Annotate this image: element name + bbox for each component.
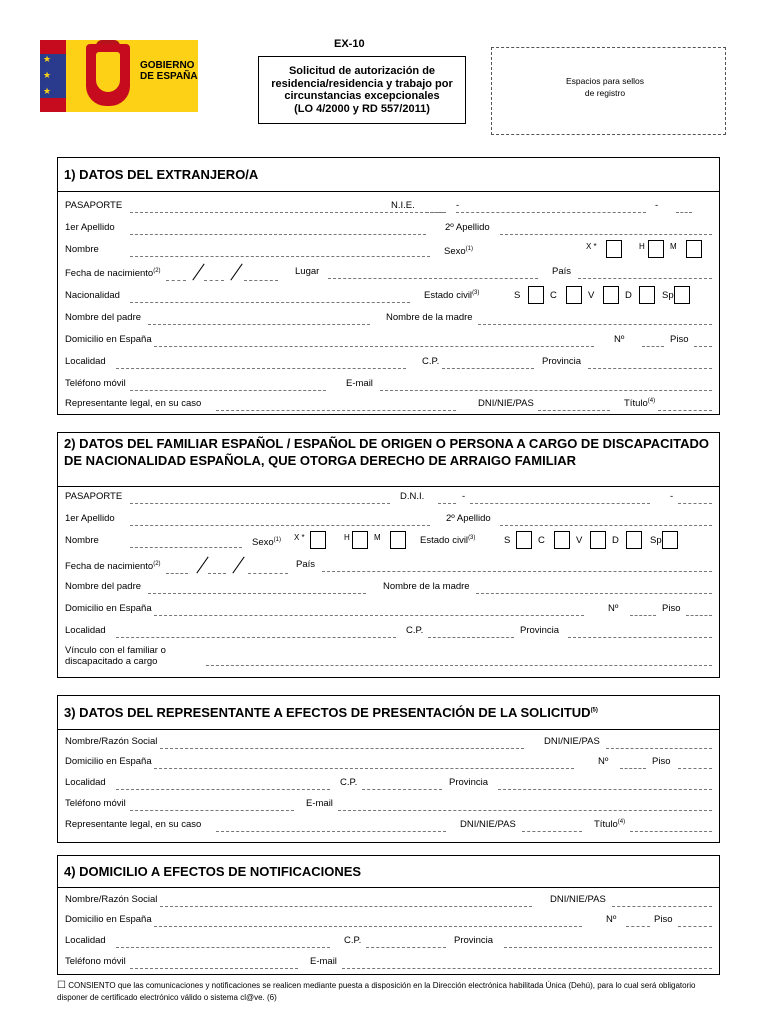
label-dnipas: DNI/NIE/PAS (544, 736, 600, 747)
label-numero: Nº (608, 603, 619, 614)
domicilio-field[interactable] (154, 926, 582, 927)
date-slash (230, 264, 242, 281)
representante-field[interactable] (216, 410, 456, 411)
estado-c-checkbox[interactable] (554, 531, 570, 549)
label-representante: Representante legal, en su caso (65, 819, 202, 830)
sexo-m-checkbox[interactable] (390, 531, 406, 549)
date-slash (192, 264, 204, 281)
cp-field[interactable] (362, 789, 442, 790)
numero-field[interactable] (620, 768, 646, 769)
label-dni: D.N.I. (400, 491, 425, 502)
form-title (258, 56, 466, 124)
section-title: 3) DATOS DEL REPRESENTANTE A EFECTOS DE PRESENTACIÓN DE LA SOLICITUD$^{(5)}$ (58, 696, 719, 730)
piso-field[interactable] (678, 926, 712, 927)
date-slash (196, 557, 208, 574)
localidad-field[interactable] (116, 637, 396, 638)
section-title: 1) DATOS DEL EXTRANJERO/A (58, 158, 719, 192)
titulo-field[interactable] (630, 831, 712, 832)
label-provincia: Provincia (542, 356, 582, 367)
cp-field[interactable] (442, 368, 534, 369)
label-dnipas: DNI/NIE/PAS (478, 398, 534, 409)
label-numero: Nº (606, 914, 617, 925)
label-piso: Piso (654, 914, 673, 925)
nie-dash: - (655, 200, 659, 211)
label-estado-v: V (576, 535, 583, 546)
telefono-field[interactable] (130, 390, 326, 391)
madre-field[interactable] (476, 593, 712, 594)
label-razon: Nombre/Razón Social (65, 894, 158, 905)
label-provincia: Provincia (520, 625, 560, 636)
label-representante: Representante legal, en su caso (65, 398, 202, 409)
estado-v-checkbox[interactable] (603, 286, 619, 304)
star-icon: ★ (43, 70, 52, 80)
pasaporte-field[interactable] (130, 503, 390, 504)
pasaporte-field[interactable] (130, 212, 443, 213)
label-madre: Nombre de la madre (386, 312, 473, 323)
label-titulo: Título$^{(4)}$ (594, 819, 626, 831)
sexo-x-checkbox[interactable] (310, 531, 326, 549)
razon-field[interactable] (160, 906, 532, 907)
fecha-dia-field[interactable] (166, 280, 186, 281)
label-domicilio: Domicilio en España (65, 603, 152, 614)
email-field[interactable] (338, 810, 712, 811)
piso-field[interactable] (678, 768, 712, 769)
label-provincia: Provincia (449, 777, 489, 788)
label-localidad: Localidad (65, 625, 106, 636)
label-cp: C.P. (422, 356, 440, 367)
label-numero: Nº (614, 334, 625, 345)
date-slash (232, 557, 244, 574)
label-pasaporte: PASAPORTE (65, 491, 123, 502)
label-piso: Piso (662, 603, 681, 614)
numero-field[interactable] (642, 346, 664, 347)
star-icon: ★ (43, 54, 52, 64)
sexo-m-checkbox[interactable] (686, 240, 702, 258)
fecha-anio-field[interactable] (244, 280, 278, 281)
label-sexo-x: X * (294, 533, 305, 542)
label-nombre: Nombre (65, 535, 99, 546)
estado-s-checkbox[interactable] (528, 286, 544, 304)
apellido1-field[interactable] (130, 234, 426, 235)
logo-line1: GOBIERNO (140, 60, 195, 71)
label-sexo: Sexo$^{(1)}$ (444, 246, 473, 258)
label-dnipas: DNI/NIE/PAS (460, 819, 516, 830)
piso-field[interactable] (694, 346, 712, 347)
label-telefono: Teléfono móvil (65, 798, 126, 809)
label-piso: Piso (652, 756, 671, 767)
label-estado-c: C (550, 290, 557, 301)
provincia-field[interactable] (568, 637, 712, 638)
lugar-field[interactable] (328, 278, 538, 279)
vinculo-line1: Vínculo con el familiar o (65, 645, 166, 656)
label-apellido2: 2º Apellido (446, 513, 491, 524)
dni-number-field[interactable] (470, 503, 650, 504)
label-sexo-x: X * (586, 242, 597, 251)
label-pais: País (552, 266, 572, 277)
nombre-field[interactable] (130, 547, 242, 548)
label-cp: C.P. (406, 625, 424, 636)
title-line: (LO 4/2000 y RD 557/2011) (294, 102, 430, 115)
title-line: circunstancias excepcionales (284, 90, 440, 102)
star-icon: ★ (43, 86, 52, 96)
nie-check-field[interactable] (676, 212, 692, 213)
label-padre: Nombre del padre (65, 312, 142, 323)
razon-field[interactable] (160, 748, 524, 749)
label-fecha: Fecha de nacimiento$^{(2)}$ (65, 561, 161, 573)
fecha-anio-field[interactable] (248, 573, 288, 574)
label-numero: Nº (598, 756, 609, 767)
madre-field[interactable] (478, 324, 712, 325)
domicilio-field[interactable] (154, 615, 584, 616)
section-title: 4) DOMICILIO A EFECTOS DE NOTIFICACIONES (58, 856, 719, 888)
label-email: E-mail (346, 378, 373, 389)
estado-v-checkbox[interactable] (590, 531, 606, 549)
sexo-x-checkbox[interactable] (606, 240, 622, 258)
consent-paragraph: CONSIENTO que las comunicaciones y notificaciones se realicen mediante puesta a disposición en la Dirección electrónica habilitada Única (Dehú), para lo cual será obligatorio disponer de certificado electrónico válido o sistema cl@ve. (6) (57, 981, 696, 1002)
label-fecha: Fecha de nacimiento$^{(2)}$ (65, 268, 161, 280)
label-nombre: Nombre (65, 244, 99, 255)
label-titulo: Título$^{(4)}$ (624, 398, 656, 410)
label-apellido2: 2º Apellido (445, 222, 490, 233)
label-sexo-m: M (670, 242, 677, 251)
dnipas-field[interactable] (522, 831, 582, 832)
estado-sp-checkbox[interactable] (662, 531, 678, 549)
stamp-text (540, 75, 670, 99)
localidad-field[interactable] (116, 947, 330, 948)
email-field[interactable] (380, 390, 712, 391)
label-domicilio: Domicilio en España (65, 914, 152, 925)
label-estado-s: S (504, 535, 511, 546)
label-email: E-mail (306, 798, 333, 809)
provincia-field[interactable] (498, 789, 712, 790)
label-dnipas: DNI/NIE/PAS (550, 894, 606, 905)
label-padre: Nombre del padre (65, 581, 142, 592)
provincia-field[interactable] (588, 368, 712, 369)
stamp-line: de registro (584, 88, 626, 98)
cp-field[interactable] (428, 637, 514, 638)
apellido1-field[interactable] (130, 525, 430, 526)
fecha-dia-field[interactable] (166, 573, 188, 574)
telefono-field[interactable] (130, 810, 294, 811)
section-representante (57, 695, 720, 843)
label-piso: Piso (670, 334, 689, 345)
label-estado-v: V (588, 290, 595, 301)
dnipas-field[interactable] (612, 906, 712, 907)
piso-field[interactable] (686, 615, 712, 616)
label-email: E-mail (310, 956, 337, 967)
sexo-h-checkbox[interactable] (648, 240, 664, 258)
nie-number-field[interactable] (456, 212, 646, 213)
section-familiar (57, 432, 720, 678)
label-localidad: Localidad (65, 935, 106, 946)
domicilio-field[interactable] (154, 346, 594, 347)
form-code: EX-10 (334, 38, 365, 50)
domicilio-field[interactable] (154, 768, 574, 769)
label-pasaporte: PASAPORTE (65, 200, 123, 211)
section-extranjero (57, 157, 720, 415)
label-estado-s: S (514, 290, 521, 301)
label-cp: C.P. (340, 777, 358, 788)
label-estado-sp: Sp (650, 535, 662, 546)
nie-dash: - (456, 200, 460, 211)
apellido2-field[interactable] (500, 525, 712, 526)
vinculo-field[interactable] (206, 665, 712, 666)
nombre-field[interactable] (130, 256, 430, 257)
estado-c-checkbox[interactable] (566, 286, 582, 304)
consent-checkbox[interactable]: ☐ (57, 980, 66, 991)
fecha-mes-field[interactable] (204, 280, 224, 281)
label-estado-sp: Sp (662, 290, 674, 301)
sexo-h-checkbox[interactable] (352, 531, 368, 549)
label-provincia: Provincia (454, 935, 494, 946)
label-pais: País (296, 559, 316, 570)
dni-letter-field[interactable] (438, 503, 456, 504)
label-estado-civil: Estado civil$^{(3)}$ (424, 290, 480, 302)
label-localidad: Localidad (65, 356, 106, 367)
label-telefono: Teléfono móvil (65, 378, 126, 389)
stamp-line: Espacios para sellos (566, 76, 644, 86)
label-estado-d: D (612, 535, 619, 546)
localidad-field[interactable] (116, 368, 406, 369)
estado-sp-checkbox[interactable] (674, 286, 690, 304)
representante-field[interactable] (216, 831, 446, 832)
estado-d-checkbox[interactable] (639, 286, 655, 304)
provincia-field[interactable] (504, 947, 712, 948)
padre-field[interactable] (148, 324, 370, 325)
numero-field[interactable] (630, 615, 656, 616)
dni-dash: - (462, 491, 466, 502)
label-sexo: Sexo$^{(1)}$ (252, 537, 281, 549)
cp-field[interactable] (366, 947, 446, 948)
label-localidad: Localidad (65, 777, 106, 788)
label-lugar: Lugar (295, 266, 320, 277)
titulo-field[interactable] (658, 410, 712, 411)
label-razon: Nombre/Razón Social (65, 736, 158, 747)
label-domicilio: Domicilio en España (65, 756, 152, 767)
label-estado-d: D (625, 290, 632, 301)
label-sexo-h: H (344, 533, 350, 542)
dnipas-field[interactable] (606, 748, 712, 749)
pais-field[interactable] (322, 571, 712, 572)
label-estado-civil: Estado civil$^{(3)}$ (420, 535, 476, 547)
email-field[interactable] (342, 968, 712, 969)
label-apellido1: 1er Apellido (65, 222, 115, 233)
label-vinculo (65, 645, 166, 667)
dnipas-field[interactable] (538, 410, 610, 411)
dni-dash: - (670, 491, 674, 502)
logo-text (140, 60, 198, 82)
vinculo-line2: discapacitado a cargo (65, 656, 158, 667)
estado-d-checkbox[interactable] (626, 531, 642, 549)
estado-s-checkbox[interactable] (516, 531, 532, 549)
numero-field[interactable] (626, 926, 650, 927)
consent-text (57, 980, 722, 1004)
label-cp: C.P. (344, 935, 362, 946)
section-notificaciones (57, 855, 720, 975)
logo-line2: DE ESPAÑA (140, 71, 198, 82)
fecha-mes-field[interactable] (208, 573, 226, 574)
apellido2-field[interactable] (500, 234, 712, 235)
nie-letter-field[interactable] (426, 212, 446, 213)
localidad-field[interactable] (116, 789, 330, 790)
label-sexo-m: M (374, 533, 381, 542)
label-madre: Nombre de la madre (383, 581, 470, 592)
label-estado-c: C (538, 535, 545, 546)
label-telefono: Teléfono móvil (65, 956, 126, 967)
shield-inner (96, 52, 120, 92)
pais-field[interactable] (578, 278, 712, 279)
label-domicilio: Domicilio en España (65, 334, 152, 345)
nacionalidad-field[interactable] (130, 302, 410, 303)
title-line: residencia/residencia y trabajo por (271, 77, 453, 90)
label-nie: N.I.E. (391, 200, 415, 211)
section-title: 2) DATOS DEL FAMILIAR ESPAÑOL / ESPAÑOL DE ORIGEN O PERSONA A CARGO DE DISCAPACITADO DE NACIONALIDAD ESPAÑOLA, QUE OTORGA DERECHO DE ARRAIGO FAMILIAR (58, 433, 719, 487)
label-apellido1: 1er Apellido (65, 513, 115, 524)
label-sexo-h: H (639, 242, 645, 251)
dni-check-field[interactable] (678, 503, 712, 504)
title-line: Solicitud de autorización de (288, 65, 436, 77)
label-nacionalidad: Nacionalidad (65, 290, 120, 301)
padre-field[interactable] (148, 593, 366, 594)
telefono-field[interactable] (130, 968, 298, 969)
